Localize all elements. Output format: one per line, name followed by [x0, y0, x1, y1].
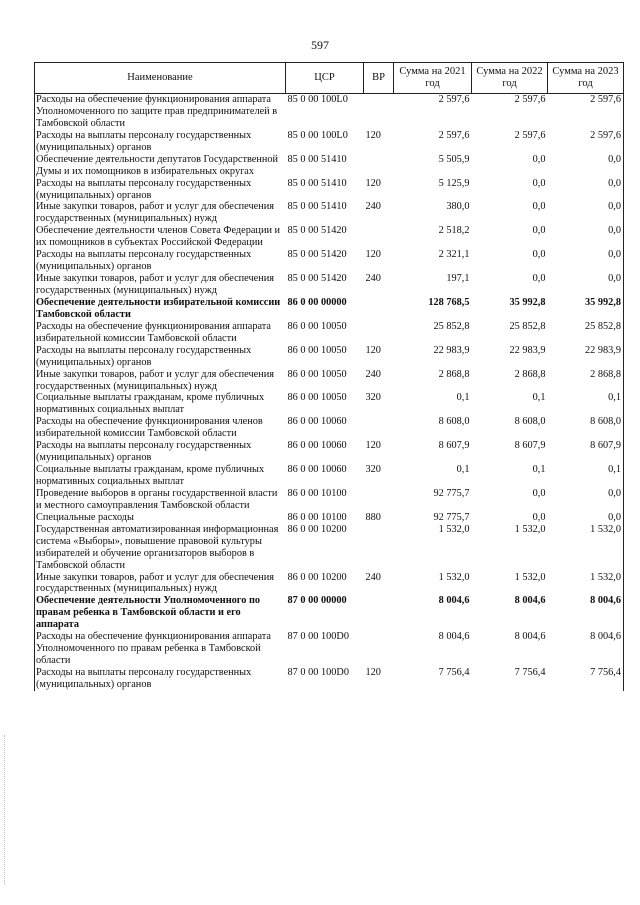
table-row [35, 416, 624, 440]
table-row [35, 572, 624, 596]
row-sum-2023-cell: 35 992,8 [548, 297, 624, 321]
row-sum-2023-cell: 0,0 [548, 249, 624, 273]
table-row [35, 225, 624, 249]
row-csr-cell: 85 0 00 51410 [287, 177, 347, 189]
row-name-cell: Социальные выплаты гражданам, кроме публичных нормативных социальных выплат [35, 392, 286, 416]
row-sum-2023-cell: 0,0 [548, 225, 624, 249]
row-sum-2022-cell: 0,1 [532, 392, 546, 404]
row-name-cell: Обеспечение деятельности избирательной комиссии Тамбовской области [35, 297, 286, 321]
row-sum-2023-cell: 0,0 [548, 273, 624, 297]
table-row [35, 273, 624, 297]
row-sum-2023-cell: 2 868,8 [548, 369, 624, 393]
row-name-cell: Государственная автоматизированная информационная система «Выборы», повышение правовой культуры избирателей и обучение организаторов выборов в Тамбовской области [35, 524, 286, 572]
row-sum-2023-cell: 2 597,6 [548, 94, 624, 130]
row-csr-cell: 87 0 00 100D0 [287, 667, 349, 678]
row-vr-cell: 880 [365, 511, 381, 523]
row-csr-cell: 86 0 00 10100 [287, 487, 347, 499]
page-number: 597 [311, 38, 329, 52]
row-sum-2021-cell: 128 768,5 [428, 296, 470, 308]
row-csr-cell: 86 0 00 10050 [287, 344, 347, 356]
table-row [35, 464, 624, 488]
row-sum-2022-cell: 8 608,0 [514, 416, 546, 428]
row-csr-cell: 86 0 00 10060 [287, 464, 347, 476]
table-row [35, 488, 624, 512]
row-sum-2021-cell: 380,0 [446, 201, 470, 213]
row-name-cell: Обеспечение деятельности членов Совета Федерации и их помощников в субъектах Российской Федерации [35, 225, 286, 249]
row-csr-cell: 85 0 00 51420 [287, 225, 347, 237]
row-sum-2023-cell: 1 532,0 [548, 524, 624, 572]
row-sum-2021-cell: 0,1 [456, 464, 470, 476]
row-name-cell: Расходы на выплаты персоналу государственных (муниципальных) органов [35, 178, 286, 202]
row-vr-cell: 320 [365, 464, 381, 476]
row-sum-2023-cell: 0,0 [548, 154, 624, 178]
row-sum-2021-cell: 2 868,8 [438, 368, 470, 380]
row-name-cell: Иные закупки товаров, работ и услуг для обеспечения государственных (муниципальных) нужд [35, 273, 286, 297]
row-sum-2023-cell: 0,1 [548, 464, 624, 488]
table-row [35, 249, 624, 273]
table-row [35, 130, 624, 154]
column-header-csr: ЦСР [286, 63, 364, 94]
row-csr-cell: 85 0 00 51420 [287, 273, 347, 285]
column-header-sum-2022: Сумма на 2022 год [472, 63, 548, 94]
column-header-vr: ВР [364, 63, 394, 94]
row-name-cell: Расходы на выплаты персоналу государственных (муниципальных) органов [35, 667, 286, 691]
row-sum-2021-cell: 8 607,9 [438, 440, 470, 452]
row-sum-2023-cell: 0,0 [548, 488, 624, 512]
table-row [35, 178, 624, 202]
row-sum-2021-cell: 7 756,4 [438, 667, 470, 678]
row-sum-2021-cell: 2 597,6 [438, 94, 470, 105]
row-csr-cell: 86 0 00 10100 [287, 511, 347, 523]
row-csr-cell: 85 0 00 51410 [287, 153, 347, 165]
row-sum-2022-cell: 35 992,8 [509, 296, 546, 308]
row-sum-2023-cell: 0,0 [548, 512, 624, 524]
table-row [35, 512, 624, 524]
row-vr-cell [364, 416, 394, 440]
row-vr-cell: 240 [365, 273, 381, 285]
row-name-cell: Расходы на выплаты персоналу государственных (муниципальных) органов [35, 345, 286, 369]
row-vr-cell: 320 [365, 392, 381, 404]
row-vr-cell [364, 488, 394, 512]
row-vr-cell [364, 94, 394, 130]
table-row [35, 524, 624, 572]
row-name-cell: Расходы на выплаты персоналу государственных (муниципальных) органов [35, 440, 286, 464]
row-sum-2021-cell: 2 321,1 [438, 249, 470, 261]
row-csr-cell: 86 0 00 10050 [287, 392, 347, 404]
row-sum-2021-cell: 5 505,9 [438, 153, 470, 165]
row-name-cell: Социальные выплаты гражданам, кроме публичных нормативных социальных выплат [35, 464, 286, 488]
row-name-cell: Проведение выборов в органы государственной власти и местного самоуправления Тамбовской области [35, 488, 286, 512]
row-sum-2023-cell: 0,0 [548, 201, 624, 225]
row-name-cell: Расходы на обеспечение функционирования аппарата избирательной комиссии Тамбовской области [35, 321, 286, 345]
table-row [35, 595, 624, 631]
row-vr-cell: 120 [365, 440, 381, 452]
row-vr-cell: 120 [365, 344, 381, 356]
row-sum-2022-cell: 1 532,0 [514, 523, 546, 535]
row-csr-cell: 86 0 00 00000 [287, 296, 347, 308]
row-name-cell: Специальные расходы [35, 512, 286, 524]
row-sum-2023-cell: 8 608,0 [548, 416, 624, 440]
row-sum-2021-cell: 1 532,0 [438, 571, 470, 583]
budget-table [34, 62, 624, 691]
row-name-cell: Расходы на выплаты персоналу государственных (муниципальных) органов [35, 249, 286, 273]
row-vr-cell: 240 [365, 201, 381, 213]
row-sum-2021-cell: 0,1 [456, 392, 470, 404]
row-name-cell: Иные закупки товаров, работ и услуг для обеспечения государственных (муниципальных) нужд [35, 572, 286, 596]
row-sum-2021-cell: 197,1 [446, 273, 470, 285]
table-header [35, 63, 624, 94]
row-sum-2022-cell: 0,0 [532, 201, 546, 213]
table-row [35, 321, 624, 345]
row-name-cell: Иные закупки товаров, работ и услуг для обеспечения государственных (муниципальных) нужд [35, 369, 286, 393]
row-sum-2022-cell: 0,0 [532, 511, 546, 523]
row-sum-2023-cell: 1 532,0 [548, 572, 624, 596]
row-sum-2021-cell: 5 125,9 [438, 177, 470, 189]
table-row [35, 667, 624, 691]
row-sum-2022-cell: 0,0 [532, 153, 546, 165]
row-csr-cell: 85 0 00 51410 [287, 201, 347, 213]
table-row [35, 369, 624, 393]
row-sum-2023-cell: 25 852,8 [548, 321, 624, 345]
row-csr-cell: 86 0 00 10060 [287, 416, 347, 428]
row-vr-cell: 120 [365, 129, 381, 141]
row-sum-2021-cell: 1 532,0 [438, 523, 470, 535]
table-row [35, 392, 624, 416]
row-sum-2021-cell: 22 983,9 [433, 344, 470, 356]
column-header-name: Наименование [35, 63, 286, 94]
row-vr-cell [364, 154, 394, 178]
row-vr-cell: 120 [365, 177, 381, 189]
row-sum-2023-cell: 0,1 [548, 392, 624, 416]
row-sum-2022-cell: 7 756,4 [514, 667, 546, 678]
table-row [35, 94, 624, 130]
row-sum-2022-cell: 0,1 [532, 464, 546, 476]
row-sum-2022-cell: 2 597,6 [514, 94, 546, 105]
row-sum-2022-cell: 25 852,8 [509, 320, 546, 332]
row-sum-2021-cell: 2 597,6 [438, 129, 470, 141]
row-sum-2023-cell: 8 004,6 [548, 631, 624, 667]
row-vr-cell [364, 595, 394, 631]
table-row [35, 154, 624, 178]
table-row [35, 297, 624, 321]
row-sum-2022-cell: 0,0 [532, 177, 546, 189]
row-csr-cell: 85 0 00 100L0 [287, 94, 348, 105]
row-sum-2022-cell: 0,0 [532, 225, 546, 237]
row-sum-2022-cell: 2 868,8 [514, 368, 546, 380]
row-csr-cell: 85 0 00 100L0 [287, 129, 348, 141]
row-name-cell: Иные закупки товаров, работ и услуг для обеспечения государственных (муниципальных) нужд [35, 201, 286, 225]
row-name-cell: Обеспечение деятельности Уполномоченного по правам ребенка в Тамбовской области и его аппарата [35, 595, 286, 631]
row-vr-cell [364, 524, 394, 572]
row-sum-2023-cell: 2 597,6 [548, 130, 624, 154]
row-csr-cell: 86 0 00 10200 [287, 523, 347, 535]
row-vr-cell [364, 321, 394, 345]
row-csr-cell: 86 0 00 10050 [287, 320, 347, 332]
row-sum-2023-cell: 0,0 [548, 178, 624, 202]
row-vr-cell [364, 297, 394, 321]
row-vr-cell [364, 225, 394, 249]
column-header-sum-2021: Сумма на 2021 год [394, 63, 472, 94]
row-sum-2023-cell: 7 756,4 [548, 667, 624, 691]
row-sum-2022-cell: 0,0 [532, 273, 546, 285]
row-sum-2021-cell: 92 775,7 [433, 511, 470, 523]
scan-edge-mark [4, 735, 7, 885]
row-name-cell: Расходы на выплаты персоналу государственных (муниципальных) органов [35, 130, 286, 154]
row-sum-2021-cell: 92 775,7 [433, 487, 470, 499]
row-csr-cell: 85 0 00 51420 [287, 249, 347, 261]
row-sum-2021-cell: 8 608,0 [438, 416, 470, 428]
row-vr-cell [364, 631, 394, 667]
row-name-cell: Обеспечение деятельности депутатов Государственной Думы и их помощников в избирательных округах [35, 154, 286, 178]
row-vr-cell: 240 [365, 368, 381, 380]
table-row [35, 440, 624, 464]
row-sum-2022-cell: 22 983,9 [509, 344, 546, 356]
row-sum-2023-cell: 8 607,9 [548, 440, 624, 464]
row-vr-cell: 120 [365, 249, 381, 261]
column-header-sum-2023: Сумма на 2023 год [548, 63, 624, 94]
row-sum-2022-cell: 0,0 [532, 487, 546, 499]
row-name-cell: Расходы на обеспечение функционирования членов избирательной комиссии Тамбовской области [35, 416, 286, 440]
row-vr-cell: 120 [365, 667, 381, 678]
row-sum-2022-cell: 2 597,6 [514, 129, 546, 141]
row-sum-2021-cell: 8 004,6 [438, 595, 470, 607]
row-sum-2022-cell: 0,0 [532, 249, 546, 261]
row-csr-cell: 86 0 00 10060 [287, 440, 347, 452]
row-sum-2021-cell: 25 852,8 [433, 320, 470, 332]
row-sum-2021-cell: 8 004,6 [438, 631, 470, 643]
row-sum-2022-cell: 8 607,9 [514, 440, 546, 452]
row-sum-2023-cell: 22 983,9 [548, 345, 624, 369]
row-sum-2022-cell: 8 004,6 [514, 595, 546, 607]
row-sum-2023-cell: 8 004,6 [548, 595, 624, 631]
table-body [35, 94, 624, 691]
table-row [35, 631, 624, 667]
row-sum-2022-cell: 8 004,6 [514, 631, 546, 643]
row-vr-cell: 240 [365, 571, 381, 583]
row-csr-cell: 86 0 00 10050 [287, 368, 347, 380]
row-name-cell: Расходы на обеспечение функционирования аппарата Уполномоченного по защите прав предпринимателей в Тамбовской области [35, 94, 286, 130]
row-sum-2021-cell: 2 518,2 [438, 225, 470, 237]
table-row [35, 345, 624, 369]
row-name-cell: Расходы на обеспечение функционирования аппарата Уполномоченного по правам ребенка в Тамбовской области [35, 631, 286, 667]
table-row [35, 201, 624, 225]
row-csr-cell: 87 0 00 00000 [287, 595, 347, 607]
row-sum-2022-cell: 1 532,0 [514, 571, 546, 583]
row-csr-cell: 87 0 00 100D0 [287, 631, 349, 643]
row-csr-cell: 86 0 00 10200 [287, 571, 347, 583]
